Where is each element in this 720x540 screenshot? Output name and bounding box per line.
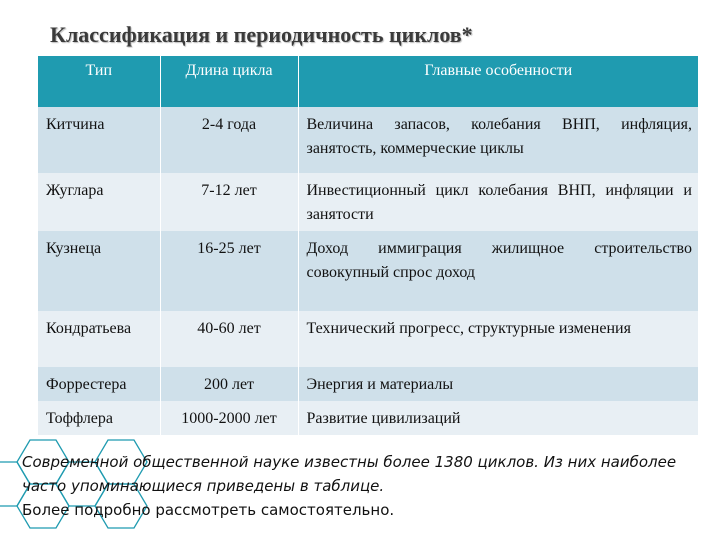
cell-length: 40-60 лет [160, 311, 298, 367]
cell-type: Кузнеца [38, 231, 160, 311]
cell-length: 2-4 года [160, 107, 298, 173]
cell-type: Тоффлера [38, 401, 160, 435]
cell-length: 200 лет [160, 367, 298, 401]
page-title: Классификация и периодичность циклов* [50, 22, 473, 47]
cell-length: 7-12 лет [160, 173, 298, 231]
cell-features: Развитие цивилизаций [298, 401, 698, 435]
cell-features: Технический прогресс, структурные изменения [298, 311, 698, 367]
table-row [38, 367, 698, 401]
cell-features: Доход иммиграция жилищное строительство совокупный спрос доход [298, 231, 698, 311]
self-study-note: Более подробно рассмотреть самостоятельно. [22, 501, 395, 519]
cell-features: Энергия и материалы [298, 367, 698, 401]
table-header-row [38, 56, 698, 107]
table-row [38, 107, 698, 173]
cell-type: Кондратьева [38, 311, 160, 367]
cell-length: 16-25 лет [160, 231, 298, 311]
column-header-type: Тип [38, 56, 160, 107]
footnote-text: Современной общественной науке известны более 1380 циклов. Из них наиболее часто упоминающиеся приведены в таблице. [22, 453, 677, 495]
table-row [38, 231, 698, 311]
cell-type: Жуглара [38, 173, 160, 231]
cell-type: Китчина [38, 107, 160, 173]
table-row [38, 311, 698, 367]
cycles-table [38, 56, 698, 435]
cell-features: Инвестиционный цикл колебания ВНП, инфляции и занятости [298, 173, 698, 231]
cell-features: Величина запасов, колебания ВНП, инфляция, занятость, коммерческие циклы [298, 107, 698, 173]
table-row [38, 173, 698, 231]
cell-length: 1000-2000 лет [160, 401, 298, 435]
cell-type: Форрестера [38, 367, 160, 401]
column-header-features: Главные особенности [298, 56, 698, 107]
column-header-length: Длина цикла [160, 56, 298, 107]
